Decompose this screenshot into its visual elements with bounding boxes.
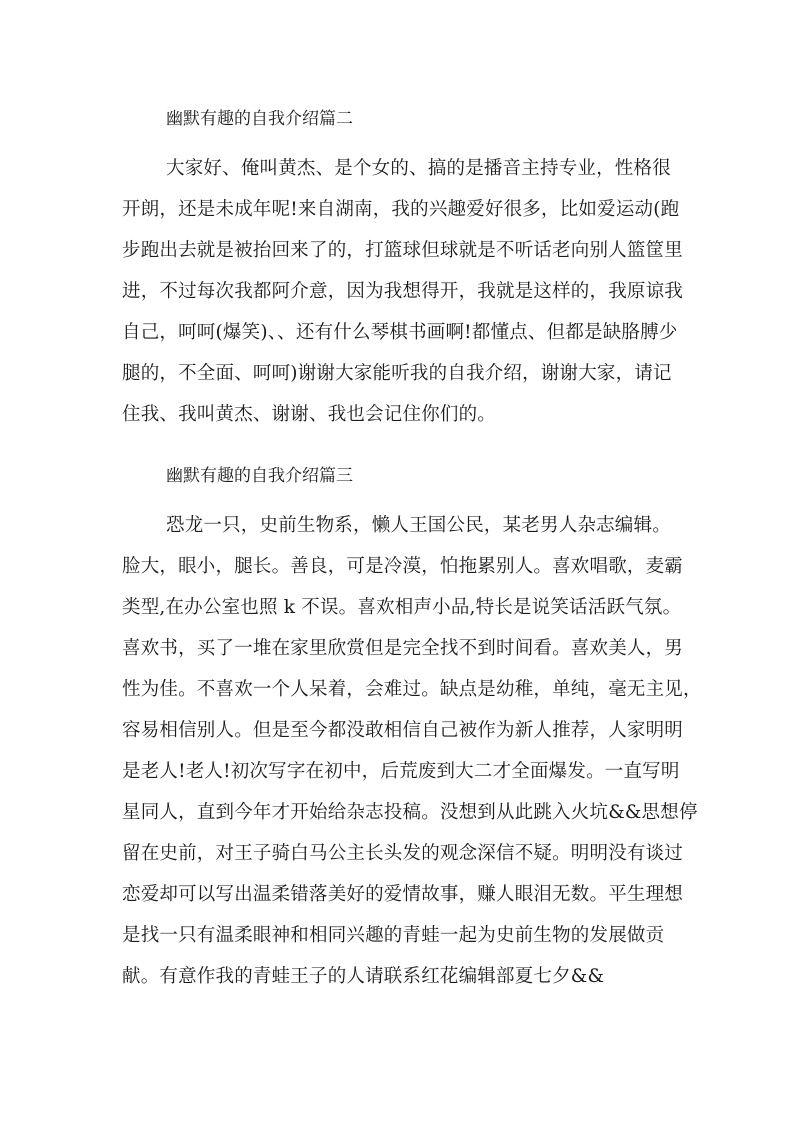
text-line: 腿的，不全面、呵呵)谢谢大家能听我的自我介绍，谢谢大家，请记 [122,363,672,384]
text-line: 是老人!老人!初次写字在初中，后荒废到大二才全面爆发。一直写明 [122,761,680,782]
text-line: 大家好、俺叫黄杰、是个女的、搞的是播音主持专业，性格很 [166,158,671,179]
section-heading: 幽默有趣的自我介绍篇二 [166,109,353,129]
text-line: 类型,在办公室也照 k 不误。喜欢相声小品,特长是说笑话活跃气氛。 [122,597,682,618]
text-line: 献。有意作我的青蛙王子的人请联系红花编辑部夏七夕&& [122,966,605,987]
text-line: 住我、我叫黄杰、谢谢、我也会记住你们的。 [122,404,497,425]
text-line: 开朗，还是未成年呢!来自湖南，我的兴趣爱好很多，比如爱运动(跑 [122,199,680,220]
text-line: 喜欢书，买了一堆在家里欣赏但是完全找不到时间看。喜欢美人，男 [122,638,684,659]
text-line: 性为佳。不喜欢一个人呆着，会难过。缺点是幼稚，单纯，毫无主见， [122,679,702,700]
text-line: 留在史前，对王子骑白马公主长头发的观念深信不疑。明明没有谈过 [122,843,684,864]
text-line: 自己，呵呵(爆笑)、、还有什么琴棋书画啊!都懂点、但都是缺胳膊少 [122,322,678,343]
text-line: 恐龙一只，史前生物系，懒人王国公民，某老男人杂志编辑。 [166,515,671,536]
text-line: 恋爱却可以写出温柔错落美好的爱情故事，赚人眼泪无数。平生理想 [122,884,684,905]
text-line: 进，不过每次我都阿介意，因为我想得开，我就是这样的，我原谅我 [122,281,684,302]
section-heading: 幽默有趣的自我介绍篇三 [166,466,353,486]
text-line: 是找一只有温柔眼神和相同兴趣的青蛙一起为史前生物的发展做贡 [122,925,665,946]
text-line: 步跑出去就是被抬回来了的，打篮球但球就是不听话老向别人篮筐里 [122,240,684,261]
text-line: 星同人，直到今年才开始给杂志投稿。没想到从此跳入火坑&&思想停 [122,802,698,823]
text-line: 脸大，眼小，腿长。善良，可是冷漠，怕拖累别人。喜欢唱歌，麦霸 [122,556,684,577]
text-line: 容易相信别人。但是至今都没敢相信自己被作为新人推荐，人家明明 [122,720,684,741]
